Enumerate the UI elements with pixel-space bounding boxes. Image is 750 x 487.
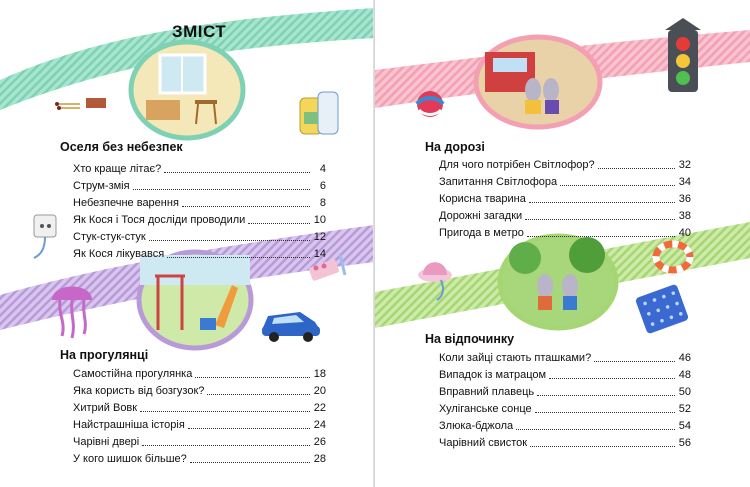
playground-illustration <box>139 252 251 348</box>
toc-entry-page: 34 <box>678 176 691 188</box>
leader-dots <box>525 219 675 220</box>
toc-entry-page: 24 <box>313 419 326 431</box>
toc-entry[interactable] <box>439 382 691 399</box>
toc-entry-title: Коли зайці стають пташками? <box>439 352 592 364</box>
page-title: ЗМІСТ <box>172 22 227 41</box>
toc-entry-page: 26 <box>313 436 326 448</box>
toc-list <box>439 348 691 450</box>
toc-list <box>73 364 326 466</box>
toc-entry[interactable] <box>439 365 691 382</box>
toc-entry[interactable] <box>439 189 691 206</box>
toc-entry-title: Чарівний свисток <box>439 437 528 449</box>
leader-dots <box>190 462 310 463</box>
toc-entry-title: Хитрий Вовк <box>73 402 138 414</box>
leader-dots <box>535 412 675 413</box>
toc-entry-page: 36 <box>678 193 691 205</box>
toc-entry-title: Найстрашніша історія <box>73 419 185 431</box>
leader-dots <box>530 446 675 447</box>
toc-entry-title: Як Кося лікувався <box>73 248 165 260</box>
toc-entry-title: Випадок із матрацом <box>439 369 547 381</box>
toc-entry-title: Хто краще літає? <box>73 163 162 175</box>
right-page <box>375 0 750 487</box>
toc-entry-page: 48 <box>678 369 691 381</box>
toc-entry[interactable] <box>73 415 326 432</box>
toc-entry-page: 50 <box>678 386 691 398</box>
toc-entry-title: Злюка-бджола <box>439 420 514 432</box>
toc-entry-page: 6 <box>319 180 326 192</box>
leader-dots <box>529 202 675 203</box>
section-heading: На відпочинку <box>425 332 515 346</box>
toc-entry-page: 28 <box>313 453 326 465</box>
toc-entry-title: Дорожні загадки <box>439 210 523 222</box>
toc-entry-title: У кого шишок більше? <box>73 453 187 465</box>
toc-entry[interactable] <box>73 432 326 449</box>
toc-entry[interactable] <box>73 227 326 244</box>
leader-dots <box>164 172 310 173</box>
toc-entry[interactable] <box>439 416 691 433</box>
toc-entry-page: 22 <box>313 402 326 414</box>
bottles-illustration <box>300 92 338 134</box>
toc-entry-page: 40 <box>678 227 691 239</box>
section-heading: На дорозі <box>425 140 485 154</box>
toc-entry[interactable] <box>439 433 691 450</box>
toc-entry-title: Корисна тварина <box>439 193 526 205</box>
leader-dots <box>527 236 675 237</box>
toc-list <box>73 159 326 261</box>
toc-entry-title: Самостійна прогулянка <box>73 368 193 380</box>
toc-entry[interactable] <box>439 348 691 365</box>
leader-dots <box>598 168 675 169</box>
toc-entry[interactable] <box>439 399 691 416</box>
section-heading: На прогулянці <box>60 348 149 362</box>
toc-entry[interactable] <box>73 398 326 415</box>
forest-illustration <box>500 236 616 328</box>
toc-entry-title: Чарівні двері <box>73 436 140 448</box>
traffic-light-illustration <box>665 18 701 92</box>
section-heading: Оселя без небезпек <box>60 140 183 154</box>
toc-list <box>439 155 691 240</box>
car-illustration <box>262 312 320 342</box>
toc-entry-title: Як Кося і Тося досліди проводили <box>73 214 246 226</box>
leader-dots <box>149 240 310 241</box>
leader-dots <box>133 189 310 190</box>
leader-dots <box>140 411 310 412</box>
matches-illustration <box>55 98 106 110</box>
toc-entry-page: 12 <box>313 231 326 243</box>
toc-entry-title: Вправний плавець <box>439 386 535 398</box>
toc-entry-page: 46 <box>678 352 691 364</box>
leader-dots <box>594 361 675 362</box>
toc-entry-page: 38 <box>678 210 691 222</box>
leader-dots <box>182 206 310 207</box>
toc-entry[interactable] <box>73 210 326 227</box>
leader-dots <box>560 185 675 186</box>
leader-dots <box>167 257 310 258</box>
toc-entry-page: 56 <box>678 437 691 449</box>
toc-entry-page: 14 <box>313 248 326 260</box>
toc-entry-page: 20 <box>313 385 326 397</box>
ball-illustration <box>417 91 443 117</box>
toc-entry-title: Для чого потрібен Світлофор? <box>439 159 595 171</box>
leader-dots <box>142 445 310 446</box>
leader-dots <box>195 377 310 378</box>
toc-entry-title: Небезпечне варення <box>73 197 179 209</box>
toc-entry-page: 54 <box>678 420 691 432</box>
toc-entry[interactable] <box>73 193 326 210</box>
leader-dots <box>248 223 310 224</box>
toc-entry[interactable] <box>73 176 326 193</box>
leader-dots <box>207 394 310 395</box>
toc-entry-page: 32 <box>678 159 691 171</box>
toc-entry-title: Хуліганське сонце <box>439 403 532 415</box>
toc-entry[interactable] <box>439 206 691 223</box>
leader-dots <box>549 378 675 379</box>
toc-entry-page: 4 <box>319 163 326 175</box>
socket-illustration <box>34 215 56 258</box>
street-illustration <box>476 37 600 127</box>
toc-entry[interactable] <box>439 172 691 189</box>
toc-entry[interactable] <box>439 155 691 172</box>
toc-entry[interactable] <box>73 364 326 381</box>
toc-entry-page: 10 <box>313 214 326 226</box>
toc-entry-page: 18 <box>313 368 326 380</box>
leader-dots <box>537 395 675 396</box>
toc-entry-title: Стук-стук-стук <box>73 231 146 243</box>
toc-entry[interactable] <box>73 244 326 261</box>
toc-entry-page: 8 <box>319 197 326 209</box>
leader-dots <box>188 428 310 429</box>
leader-dots <box>516 429 675 430</box>
room-illustration <box>131 42 243 138</box>
toc-entry-title: Запитання Світлофора <box>439 176 558 188</box>
toc-entry-title: Яка користь від бозгузок? <box>73 385 205 397</box>
toc-entry-title: Струм-змія <box>73 180 130 192</box>
toc-entry[interactable] <box>73 159 326 176</box>
toc-entry[interactable] <box>73 381 326 398</box>
mattress-illustration <box>635 284 689 335</box>
toc-entry-title: Пригода в метро <box>439 227 524 239</box>
toc-entry-page: 52 <box>678 403 691 415</box>
toc-entry[interactable] <box>73 449 326 466</box>
toc-entry[interactable] <box>439 223 691 240</box>
